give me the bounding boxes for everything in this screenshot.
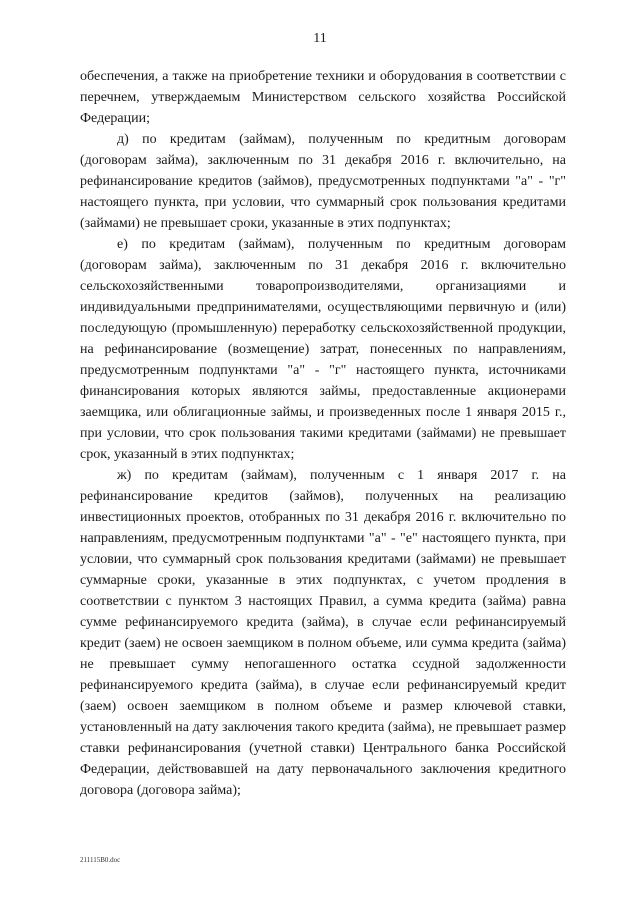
document-file-code: 211115В0.doc <box>80 856 121 864</box>
paragraph-item-zh: ж) по кредитам (займам), полученным с 1 января 2017 г. на рефинансирование кредитов (займов), полученных на реализацию инвестиционных проектов, отобранных по 31 декабря 2016 г. включительно по направлениям, предусмотренным подпунктами "а" - "е" настоящего пункта, при условии, что суммарный срок пользования кредитами (займами) не превышает суммарные сроки, указанные в этих подпунктах, с учетом продления в соответствии с пунктом 3 настоящих Правил, а сумма кредита (займа) равна сумме рефинансируемого кредита (займа), в случае если рефинансируемый кредит (заем) не освоен заемщиком в полном объеме, или сумма кредита (займа) не превышает сумму непогашенного остатка ссудной задолженности рефинансируемого кредита (займа), в случае если рефинансируемый кредит (заем) освоен заемщиком в полном объеме и размер ключевой ставки, установленный на дату заключения такого кредита (займа), не превышает размер ставки рефинансирования (учетной ставки) Центрального банка Российской Федерации, действовавшей на дату первоначального заключения кредитного договора (договора займа); <box>80 468 566 798</box>
page-number: 11 <box>313 31 327 46</box>
paragraph-continuation: обеспечения, а также на приобретение техники и оборудования в соответствии с перечнем, утверждаемым Министерством сельского хозяйства Российской Федерации; <box>80 69 566 126</box>
paragraph-item-e: е) по кредитам (займам), полученным по кредитным договорам (договорам займа), заключенным по 31 декабря 2016 г. включительно сельскохозяйственными товаропроизводителями, организациями и индивидуальными предпринимателями, осуществляющими первичную и (или) последующую (промышленную) переработку сельскохозяйственной продукции, на рефинансирование (возмещение) затрат, понесенных по направлениям, предусмотренным подпунктами "а" - "г" настоящего пункта, источниками финансирования которых являются займы, предоставленные акционерами заемщика, или облигационные займы, и произведенных после 1 января 2015 г., при условии, что срок пользования такими кредитами (займами) не превышает срок, указанный в этих подпунктах; <box>80 237 566 462</box>
paragraph-item-d: д) по кредитам (займам), полученным по кредитным договорам (договорам займа), заключенным по 31 декабря 2016 г. включительно, на рефинансирование кредитов (займов), предусмотренных подпунктами "а" - "г" настоящего пункта, при условии, что суммарный срок пользования кредитами (займами) не превышает сроки, указанные в этих подпунктах; <box>80 132 566 231</box>
document-body <box>80 66 566 801</box>
